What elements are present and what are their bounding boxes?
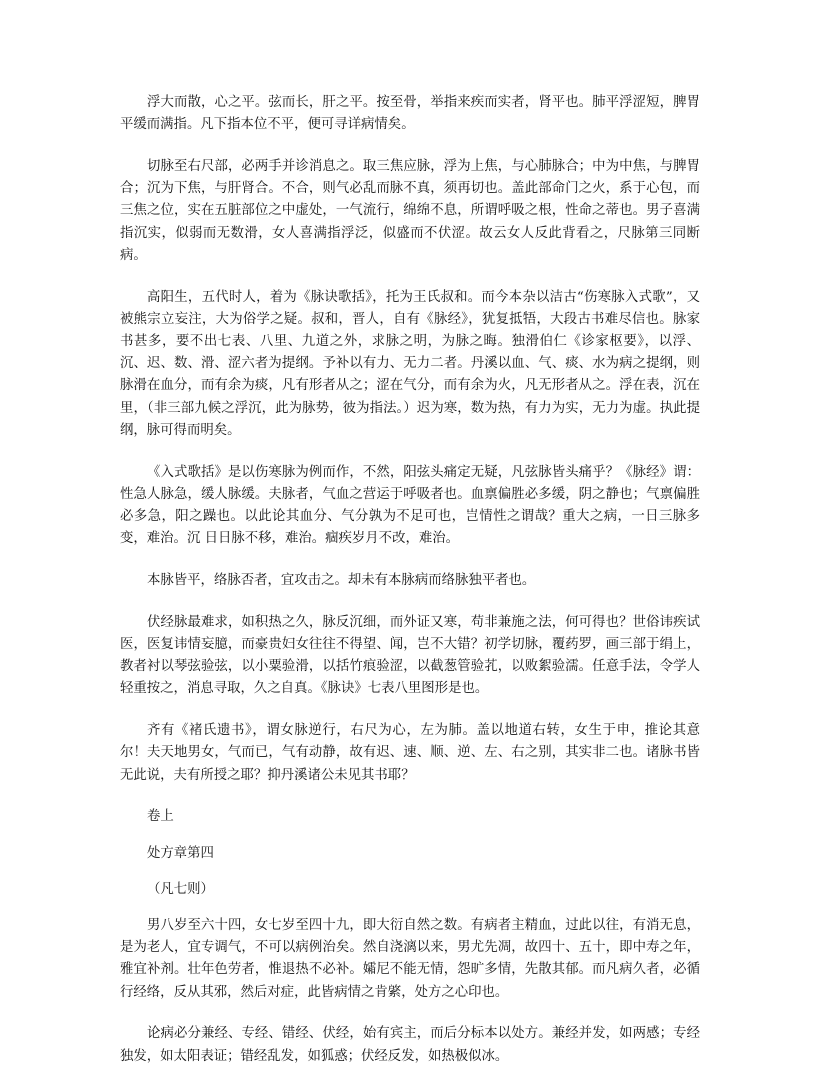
- volume-heading: 卷上: [147, 809, 174, 825]
- document-page: [120, 92, 700, 1087]
- paragraph-9: 论病必分兼经、专经、错经、伏经，始有宾主，而后分标本以处方。兼经并发，如两感；专经独发，如太阳表证；错经乱发，如狐惑；伏经反发，如热极似冰。: [120, 1026, 700, 1064]
- paragraph-8: 男八岁至六十四，女七岁至四十九，即大衍自然之数。有病者主精血，过此以往，有消无息，是为老人，宜专调气，不可以病例治矣。然自浇漓以来，男尤先凋，故四十、五十，即中寿之年，雅宜补剂。壮年色劳者，惟退热不必补。孀尼不能无情，怨旷多情，先散其郁。而凡病久者，必循行经络，反从其邪，然后对症，此皆病情之肯綮，处方之心印也。: [120, 918, 700, 1000]
- chapter-note: （凡七则）: [147, 881, 214, 897]
- chapter-heading: 处方章第四: [147, 845, 214, 861]
- paragraph-5: 本脉皆平，络脉否者，宜攻击之。却未有本脉病而络脉独平者也。: [147, 573, 536, 589]
- paragraph-2: 切脉至右尺部，必两手并诊消息之。取三焦应脉，浮为上焦，与心肺脉合；中为中焦，与脾胃合；沉为下焦，与肝肾合。不合，则气必乱而脉不真，须再切也。盖此部命门之火，系于心包，而三焦之位，实在五脏部位之中虚处，一气流行，绵绵不息，所谓呼吸之根，性命之蒂也。男子喜满指沉实，似弱而无数滑，女人喜满指浮泛，似盛而不伏涩。故云女人反此背看之，尺脉第三同断病。: [120, 159, 700, 263]
- paragraph-1: 浮大而散，心之平。弦而长，肝之平。按至骨，举指来疾而实者，肾平也。肺平浮涩短，脾胃平缓而满指。凡下指本位不平，便可寻详病情矣。: [120, 95, 700, 133]
- paragraph-7: 齐有《褚氏遗书》，谓女脉逆行，右尺为心，左为肺。盖以地道右转，女生于申，推论其意尔！夫天地男女，气而已，气有动静，故有迟、速、顺、逆、左、右之别，其实非二也。诸脉书皆无此说，夫有所授之耶？抑丹溪诸公未见其书耶？: [120, 723, 700, 783]
- paragraph-3: 高阳生，五代时人，着为《脉诀歌括》，托为王氏叔和。而今本杂以洁古“伤寒脉入式歌”，又被熊宗立妄注，大为俗学之疑。叔和，晋人，自有《脉经》，犹复抵牾，大段古书难尽信也。脉家书甚多，要不出七表、八里、九道之外，求脉之明，为脉之晦。独滑伯仁《诊家枢要》，以浮、沉、迟、数、滑、涩六者为提纲。予补以有力、无力二者。丹溪以血、气、痰、水为病之提纲，则脉滑在血分，而有余为痰，凡有形者从之；涩在气分，而有余为火，凡无形者从之。浮在表，沉在里，（非三部九候之浮沉，此为脉势，彼为指法。）迟为寒，数为热，有力为实，无力为虚。执此提纲，脉可得而明矣。: [120, 289, 700, 438]
- paragraph-4: 《入式歌括》是以伤寒脉为例而作，不然，阳弦头痛定无疑，凡弦脉皆头痛乎？《脉经》谓：性急人脉急，缓人脉缓。夫脉者，气血之营运于呼吸者也。血禀偏胜必多缓，阴之静也；气禀偏胜必多急，阳之躁也。以此论其血分、气分孰为不足可也，岂情性之谓哉？重大之病，一日三脉多变，难治。沉 日日脉不移，难治。痼疾岁月不改，难治。: [120, 464, 700, 547]
- paragraph-6: 伏经脉最难求，如积热之久，脉反沉细，而外证又寒，苟非兼施之法，何可得也？世俗讳疾试医，医复讳情妄臆，而豪贵妇女往往不得望、闻，岂不大错？初学切脉，覆药罗，画三部于绢上，教者衬以琴弦验弦，以小粟验滑，以括竹痕验涩，以截葱管验芤，以败絮验濡。任意手法，令学人轻重按之，消息寻取，久之自真。《脉诀》七表八里图形是也。: [120, 614, 700, 697]
